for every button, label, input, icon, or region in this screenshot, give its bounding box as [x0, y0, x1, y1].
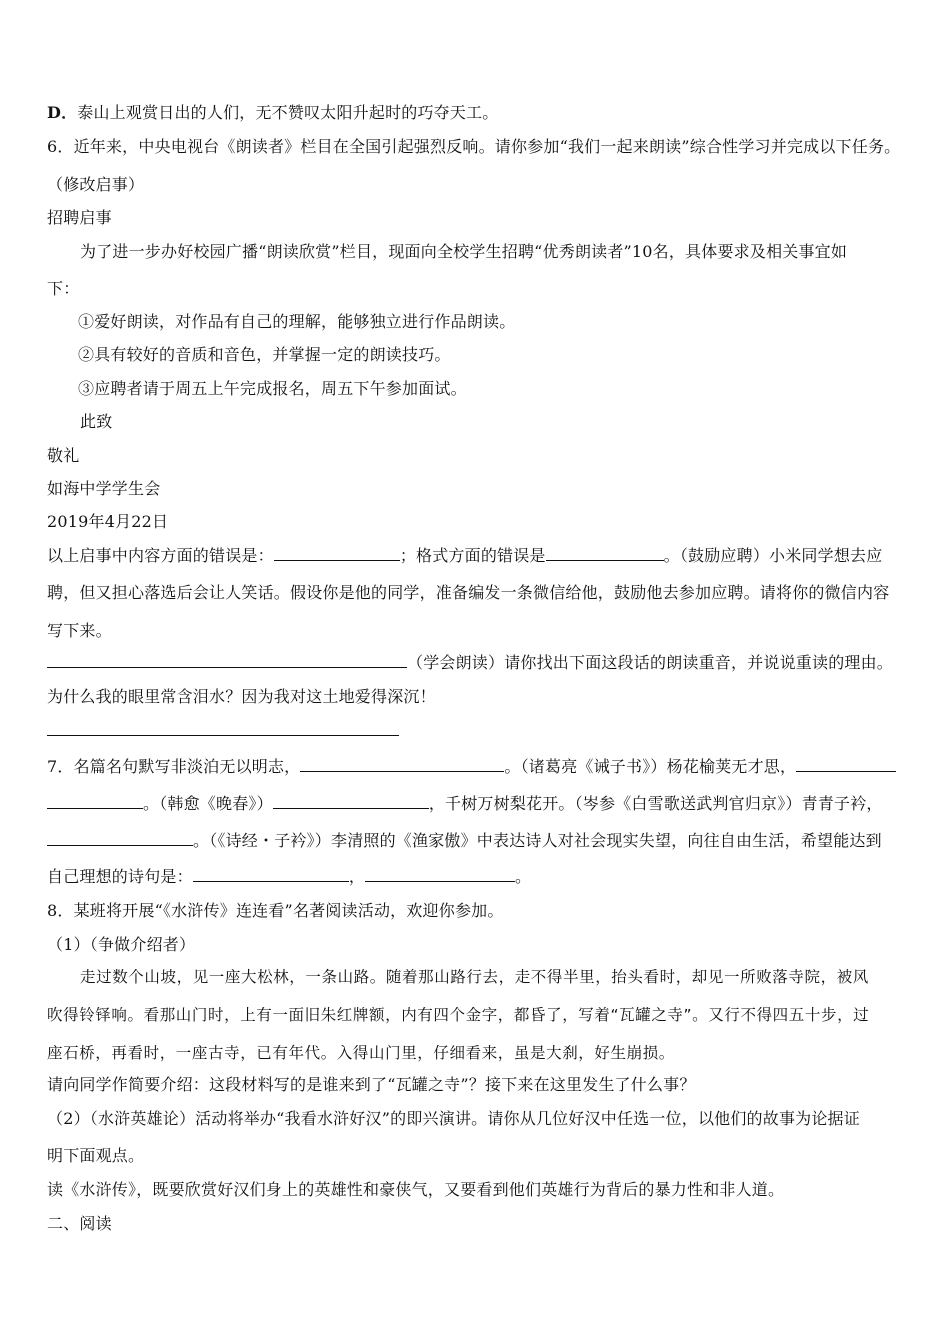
question-7-line3 [47, 830, 913, 852]
notice-body-line1: 为了进一步办好校园广播“朗读欣赏”栏目，现面向全校学生招聘“优秀朗读者”10名，具体要求及相关事宜如 [80, 242, 848, 261]
task1-text-c: 。（鼓励应聘）小米同学想去应 [663, 546, 883, 565]
answer-blank-q7-2a[interactable] [796, 756, 896, 772]
question-8-sub1: （1）（争做介绍者） [47, 935, 196, 954]
option-d [47, 102, 913, 124]
answer-blank-q7-6[interactable] [365, 866, 515, 882]
q7-text-e: 。（《诗经・子衿》）李清照的《渔家傲》中表达诗人对社会现实失望，向往自由生活，希望能达到 [193, 831, 882, 850]
q7-text-g: ， [348, 867, 366, 886]
task1-text-b: ；格式方面的错误是 [399, 546, 546, 565]
q7-text-b: 。（诸葛亮《诫子书》）杨花榆荚无才思， [504, 757, 797, 776]
question-8-intro: 8．某班将开展“《水浒传》连连看”名著阅读活动，欢迎你参加。 [47, 901, 504, 920]
option-d-label: D． [47, 103, 78, 122]
notice-date: 2019年4月22日 [47, 512, 169, 531]
question-6-intro: 6．近年来，中央电视台《朗读者》栏目在全国引起强烈反响。请你参加“我们一起来朗读”综合性学习并完成以下任务。 [47, 137, 901, 156]
section-heading-reading: 二、阅读 [47, 1214, 112, 1233]
question-6-task1 [47, 545, 913, 567]
task1-text-a: 以上启事中内容方面的错误是： [47, 546, 274, 565]
notice-body-line2: 下： [47, 279, 80, 298]
question-8-passage-line3: 座石桥，再看时，一座古寺，已有年代。入得山门里，仔细看来，虽是大刹，好生崩损。 [47, 1044, 675, 1062]
notice-requirement-2: ②具有较好的音质和音色，并掌握一定的朗读技巧。 [78, 345, 451, 364]
answer-blank-stress[interactable] [47, 720, 399, 736]
question-7-line4 [47, 866, 913, 888]
notice-signer: 如海中学学生会 [47, 479, 161, 498]
notice-title: 招聘启事 [47, 208, 112, 227]
q7-text-h: 。 [515, 867, 532, 886]
question-8-sub2-line1: （2）（水浒英雄论）活动将举办“我看水浒好汉”的即兴演讲。请你从几位好汉中任选一位，以他们的故事为论据证 [47, 1109, 860, 1128]
task3-text: （学会朗读）请你找出下面这段话的朗读重音，并说说重读的理由。 [407, 653, 894, 672]
q7-text-c: 。（韩愈《晚春》） [143, 794, 273, 813]
answer-blank-q7-1[interactable] [300, 756, 504, 772]
notice-jingli: 敬礼 [47, 446, 80, 465]
answer-blank-q7-4[interactable] [47, 830, 193, 846]
q7-text-f: 自己理想的诗句是： [47, 867, 193, 886]
question-6-sub1: （修改启事） [47, 175, 145, 194]
answer-blank-wechat[interactable] [47, 652, 407, 668]
answer-blank-format-error[interactable] [546, 545, 664, 561]
notice-requirement-1: ①爱好朗读，对作品有自己的理解，能够独立进行作品朗读。 [78, 312, 516, 331]
question-8-passage-line2: 吹得铃铎响。看那山门时，上有一面旧朱红牌额，内有四个金字，都昏了，写着“瓦罐之寺”。又行不得四五十步，过 [47, 1006, 870, 1024]
notice-cizhi: 此致 [80, 412, 113, 431]
question-7-line1 [47, 756, 913, 778]
question-6-quote: 为什么我的眼里常含泪水？因为我对这土地爱得深沉！ [47, 687, 436, 706]
question-7-line2 [47, 793, 913, 815]
question-6-task2-line1: 聘，但又担心落选后会让人笑话。假设你是他的同学，准备编发一条微信给他，鼓励他去参加应聘。请将你的微信内容 [47, 583, 890, 602]
question-8-passage-line1: 走过数个山坡，见一座大松林，一条山路。随着那山路行去，走不得半里，抬头看时，却见一所败落寺院，被风 [80, 968, 869, 986]
notice-requirement-3: ③应聘者请于周五上午完成报名，周五下午参加面试。 [78, 379, 467, 398]
question-8-viewpoint: 读《水浒传》，既要欣赏好汉们身上的英雄性和豪侠气，又要看到他们英雄行为背后的暴力性和非人道。 [47, 1180, 785, 1199]
question-8-sub2-line2: 明下面观点。 [47, 1146, 145, 1165]
q7-text-d: ，千树万树梨花开。（岑参《白雪歌送武判官归京》）青青子衿， [428, 794, 883, 813]
option-d-text: 泰山上观赏日出的人们，无不赞叹太阳升起时的巧夺天工。 [77, 103, 499, 122]
question-6-task2-line2: 写下来。 [47, 621, 112, 640]
answer-blank-q7-3[interactable] [273, 793, 429, 809]
question-8-ask: 请向同学作简要介绍：这段材料写的是谁来到了“瓦罐之寺”？接下来在这里发生了什么事？ [47, 1075, 696, 1094]
answer-blank-q7-5[interactable] [193, 866, 349, 882]
answer-blank-content-error[interactable] [274, 545, 400, 561]
q7-text-a: 7．名篇名句默写非淡泊无以明志， [47, 757, 301, 776]
question-6-task3 [47, 652, 913, 674]
answer-blank-q7-2b[interactable] [47, 793, 143, 809]
question-6-answer-line [47, 720, 913, 742]
